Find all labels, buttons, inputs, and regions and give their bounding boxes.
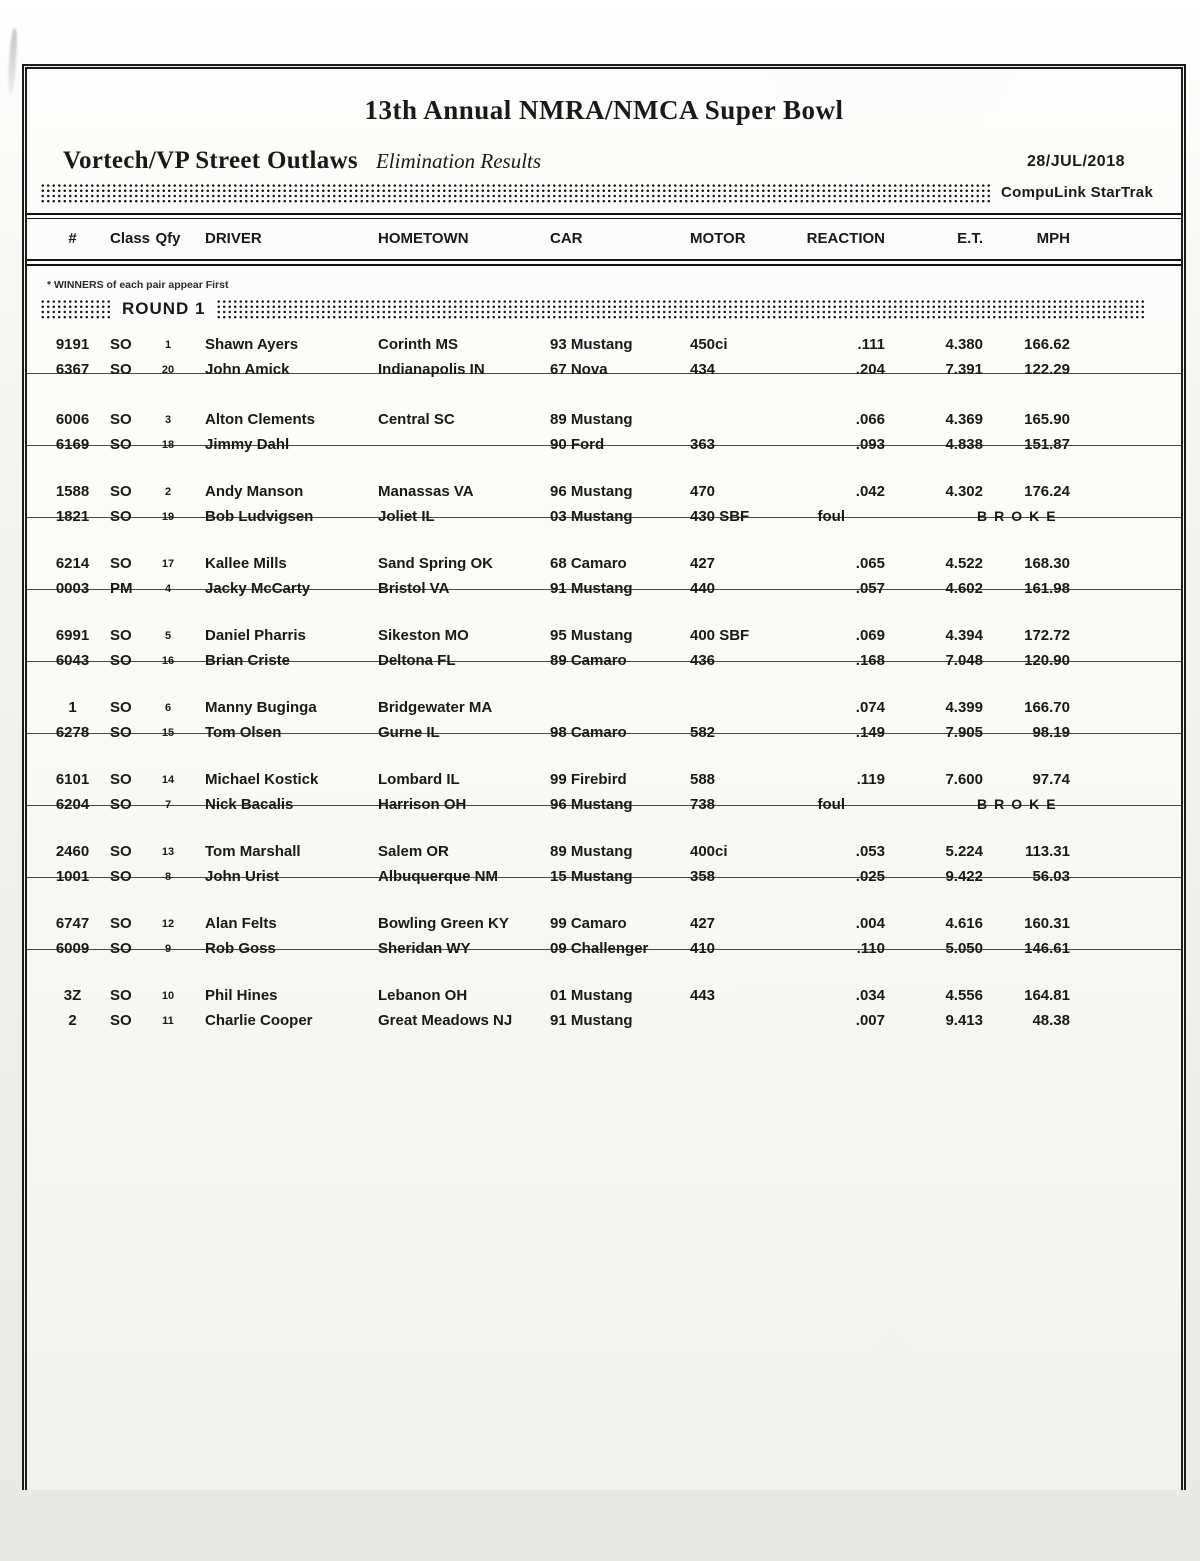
cell-qfy: 11 bbox=[162, 1014, 174, 1027]
cell-hometown: Lebanon OH bbox=[378, 987, 468, 1004]
cell-cls: SO bbox=[110, 915, 132, 932]
cell-hometown: Indianapolis IN bbox=[378, 361, 485, 378]
cell-hometown: Sand Spring OK bbox=[378, 555, 494, 572]
cell-hometown: Bowling Green KY bbox=[378, 915, 509, 932]
scan-artifact bbox=[7, 28, 17, 94]
cell-reaction: foul bbox=[817, 508, 845, 525]
result-row bbox=[27, 720, 1181, 745]
cell-cls: SO bbox=[110, 627, 132, 644]
cell-hometown: Bridgewater MA bbox=[378, 699, 493, 716]
cell-qfy: 18 bbox=[161, 438, 175, 451]
report-type-label: Elimination Results bbox=[375, 149, 542, 173]
cell-cls: SO bbox=[110, 436, 132, 453]
cell-et: 4.394 bbox=[945, 627, 983, 644]
cell-car: 15 Mustang bbox=[550, 868, 633, 885]
result-row bbox=[27, 576, 1181, 601]
cell-reaction: .025 bbox=[855, 868, 885, 885]
cell-motor: 400ci bbox=[690, 843, 728, 860]
cell-car: 01 Mustang bbox=[550, 987, 633, 1004]
cell-qfy: 15 bbox=[161, 726, 175, 739]
cell-driver: Brian Criste bbox=[205, 652, 291, 669]
cell-hometown: Sheridan WY bbox=[378, 940, 471, 957]
cell-driver: Jacky McCarty bbox=[205, 580, 311, 597]
cell-mph: 56.03 bbox=[1032, 868, 1070, 885]
cell-driver: Shawn Ayers bbox=[205, 336, 299, 353]
cell-motor: 434 bbox=[690, 361, 716, 378]
round-banner bbox=[40, 297, 1145, 321]
cell-cls: SO bbox=[110, 555, 132, 572]
cell-qfy: 6 bbox=[164, 701, 172, 714]
cell-motor: 443 bbox=[690, 987, 716, 1004]
cell-qfy: 3 bbox=[164, 413, 172, 426]
cell-mph: 113.31 bbox=[1024, 843, 1070, 860]
cell-reaction: .093 bbox=[855, 436, 885, 453]
result-row bbox=[27, 504, 1181, 529]
cell-hometown: Corinth MS bbox=[378, 336, 458, 353]
cell-reaction: .065 bbox=[855, 555, 885, 572]
cell-cls: SO bbox=[110, 699, 132, 716]
cell-motor: 410 bbox=[690, 940, 716, 957]
cell-driver: Bob Ludvigsen bbox=[205, 508, 314, 525]
cell-cls: PM bbox=[110, 580, 133, 597]
cell-hometown: Sikeston MO bbox=[378, 627, 469, 644]
broke-result: BROKE bbox=[977, 796, 1063, 812]
cell-motor: 358 bbox=[690, 868, 716, 885]
result-row bbox=[27, 1008, 1181, 1033]
cell-et: 7.905 bbox=[945, 724, 983, 741]
cell-driver: Daniel Pharris bbox=[205, 627, 306, 644]
result-row bbox=[27, 983, 1181, 1008]
cell-num: 6204 bbox=[55, 796, 90, 813]
cell-num: 2 bbox=[68, 1012, 77, 1029]
cell-qfy: 16 bbox=[161, 654, 175, 667]
cell-num: 6991 bbox=[55, 627, 90, 644]
cell-num: 6214 bbox=[55, 555, 90, 572]
cell-cls: SO bbox=[110, 796, 132, 813]
cell-num: 1588 bbox=[55, 483, 90, 500]
cell-motor: 738 bbox=[690, 796, 716, 813]
cell-reaction: .053 bbox=[855, 843, 885, 860]
cell-mph: 176.24 bbox=[1024, 483, 1070, 500]
cell-reaction: .004 bbox=[855, 915, 885, 932]
cell-hometown: Bristol VA bbox=[378, 580, 450, 597]
cell-motor: 582 bbox=[690, 724, 716, 741]
result-row bbox=[27, 864, 1181, 889]
cell-mph: 122.29 bbox=[1024, 361, 1070, 378]
cell-driver: John Amick bbox=[205, 361, 290, 378]
column-header-cls: Class bbox=[110, 229, 151, 247]
cell-cls: SO bbox=[110, 508, 132, 525]
cell-et: 4.369 bbox=[945, 411, 983, 428]
result-row bbox=[27, 911, 1181, 936]
cell-num: 6278 bbox=[55, 724, 90, 741]
cell-driver: Kallee Mills bbox=[205, 555, 287, 572]
result-row bbox=[27, 792, 1181, 817]
cell-cls: SO bbox=[110, 361, 132, 378]
cell-reaction: .204 bbox=[855, 361, 885, 378]
cell-reaction: .007 bbox=[855, 1012, 885, 1029]
cell-qfy: 9 bbox=[164, 942, 172, 955]
cell-reaction: foul bbox=[817, 796, 845, 813]
event-line bbox=[63, 147, 541, 175]
cell-reaction: .057 bbox=[855, 580, 885, 597]
column-header-mph: MPH bbox=[1036, 229, 1070, 247]
result-row bbox=[27, 432, 1181, 457]
cell-et: 5.224 bbox=[945, 843, 983, 860]
cell-hometown: Albuquerque NM bbox=[378, 868, 498, 885]
cell-et: 4.616 bbox=[945, 915, 983, 932]
cell-mph: 48.38 bbox=[1032, 1012, 1070, 1029]
cell-car: 98 Camaro bbox=[550, 724, 627, 741]
cell-motor: 470 bbox=[690, 483, 716, 500]
cell-num: 6367 bbox=[55, 361, 90, 378]
cell-qfy: 5 bbox=[164, 629, 172, 642]
cell-mph: 151.87 bbox=[1024, 436, 1070, 453]
cell-car: 03 Mustang bbox=[550, 508, 633, 525]
cell-cls: SO bbox=[110, 411, 132, 428]
cell-car: 68 Camaro bbox=[550, 555, 627, 572]
result-row bbox=[27, 407, 1181, 432]
cell-num: 6169 bbox=[55, 436, 90, 453]
cell-cls: SO bbox=[110, 483, 132, 500]
cell-qfy: 10 bbox=[161, 989, 175, 1002]
results-page bbox=[22, 64, 1186, 1490]
result-row bbox=[27, 767, 1181, 792]
cell-driver: Rob Goss bbox=[205, 940, 276, 957]
cell-et: 7.391 bbox=[945, 361, 983, 378]
broke-result: BROKE bbox=[977, 508, 1063, 524]
cell-et: 4.602 bbox=[945, 580, 983, 597]
cell-mph: 172.72 bbox=[1024, 627, 1070, 644]
cell-cls: SO bbox=[110, 843, 132, 860]
cell-mph: 98.19 bbox=[1032, 724, 1070, 741]
cell-car: 89 Mustang bbox=[550, 843, 633, 860]
result-row bbox=[27, 357, 1181, 382]
cell-driver: Andy Manson bbox=[205, 483, 304, 500]
cell-reaction: .110 bbox=[856, 940, 885, 957]
cell-car: 96 Mustang bbox=[550, 483, 633, 500]
cell-num: 6006 bbox=[55, 411, 90, 428]
page-title: 13th Annual NMRA/NMCA Super Bowl bbox=[364, 95, 844, 125]
cell-qfy: 20 bbox=[161, 363, 175, 376]
result-row bbox=[27, 551, 1181, 576]
result-row bbox=[27, 479, 1181, 504]
result-row bbox=[27, 332, 1181, 357]
cell-num: 3Z bbox=[63, 987, 82, 1004]
cell-et: 7.048 bbox=[945, 652, 983, 669]
cell-qfy: 17 bbox=[161, 557, 175, 570]
cell-reaction: .168 bbox=[855, 652, 885, 669]
cell-reaction: .119 bbox=[856, 771, 885, 788]
cell-motor: 363 bbox=[690, 436, 716, 453]
cell-driver: Tom Marshall bbox=[205, 843, 301, 860]
cell-car: 67 Nova bbox=[550, 361, 608, 378]
cell-qfy: 12 bbox=[161, 917, 175, 930]
cell-num: 6009 bbox=[55, 940, 90, 957]
cell-et: 4.556 bbox=[945, 987, 983, 1004]
cell-car: 95 Mustang bbox=[550, 627, 633, 644]
result-row bbox=[27, 936, 1181, 961]
cell-driver: Alan Felts bbox=[205, 915, 277, 932]
cell-mph: 168.30 bbox=[1024, 555, 1070, 572]
cell-mph: 165.90 bbox=[1024, 411, 1070, 428]
cell-hometown: Harrison OH bbox=[378, 796, 467, 813]
cell-qfy: 14 bbox=[161, 773, 175, 786]
cell-cls: SO bbox=[110, 987, 132, 1004]
dotted-divider-band bbox=[40, 183, 990, 203]
cell-hometown: Deltona FL bbox=[378, 652, 456, 669]
cell-driver: Nick Bacalis bbox=[205, 796, 294, 813]
cell-car: 09 Challenger bbox=[550, 940, 649, 957]
table-header-rule-bottom bbox=[27, 259, 1181, 266]
cell-mph: 97.74 bbox=[1032, 771, 1070, 788]
cell-mph: 160.31 bbox=[1024, 915, 1070, 932]
cell-driver: Alton Clements bbox=[205, 411, 316, 428]
cell-num: 6101 bbox=[55, 771, 90, 788]
cell-reaction: .111 bbox=[857, 336, 885, 353]
cell-et: 9.413 bbox=[945, 1012, 983, 1029]
cell-car: 89 Mustang bbox=[550, 411, 633, 428]
cell-num: 9191 bbox=[55, 336, 90, 353]
cell-et: 9.422 bbox=[945, 868, 983, 885]
column-header-qfy: Qfy bbox=[155, 229, 181, 247]
cell-motor: 427 bbox=[690, 555, 716, 572]
column-header-hometown: HOMETOWN bbox=[378, 229, 469, 247]
cell-mph: 166.62 bbox=[1024, 336, 1070, 353]
result-row bbox=[27, 648, 1181, 673]
cell-hometown: Central SC bbox=[378, 411, 455, 428]
cell-driver: Charlie Cooper bbox=[205, 1012, 313, 1029]
cell-num: 0003 bbox=[55, 580, 90, 597]
cell-hometown: Lombard IL bbox=[378, 771, 460, 788]
cell-car: 99 Firebird bbox=[550, 771, 627, 788]
cell-motor: 400 SBF bbox=[690, 627, 750, 644]
cell-car: 99 Camaro bbox=[550, 915, 627, 932]
column-header-num: # bbox=[68, 229, 77, 247]
cell-qfy: 13 bbox=[161, 845, 175, 858]
cell-num: 6043 bbox=[55, 652, 90, 669]
event-date: 28/JUL/2018 bbox=[1026, 153, 1125, 170]
cell-qfy: 4 bbox=[164, 582, 172, 595]
cell-mph: 120.90 bbox=[1024, 652, 1070, 669]
cell-mph: 161.98 bbox=[1024, 580, 1070, 597]
event-class-name: Vortech/VP Street Outlaws bbox=[63, 147, 358, 174]
cell-reaction: .074 bbox=[855, 699, 885, 716]
cell-driver: Phil Hines bbox=[205, 987, 278, 1004]
cell-num: 2460 bbox=[55, 843, 90, 860]
cell-car: 93 Mustang bbox=[550, 336, 633, 353]
cell-et: 4.838 bbox=[945, 436, 983, 453]
column-header-driver: DRIVER bbox=[205, 229, 262, 247]
cell-hometown: Manassas VA bbox=[378, 483, 474, 500]
cell-reaction: .042 bbox=[855, 483, 885, 500]
cell-et: 4.380 bbox=[945, 336, 983, 353]
cell-et: 4.399 bbox=[945, 699, 983, 716]
cell-reaction: .069 bbox=[855, 627, 885, 644]
cell-driver: Michael Kostick bbox=[205, 771, 319, 788]
cell-motor: 588 bbox=[690, 771, 716, 788]
cell-motor: 440 bbox=[690, 580, 716, 597]
cell-cls: SO bbox=[110, 724, 132, 741]
cell-num: 1001 bbox=[55, 868, 90, 885]
dotted-band-right bbox=[216, 299, 1145, 319]
cell-cls: SO bbox=[110, 336, 132, 353]
cell-car: 96 Mustang bbox=[550, 796, 633, 813]
result-row bbox=[27, 695, 1181, 720]
cell-driver: Jimmy Dahl bbox=[205, 436, 290, 453]
column-header-reaction: REACTION bbox=[806, 229, 885, 247]
cell-hometown: Salem OR bbox=[378, 843, 449, 860]
table-header-rule-top bbox=[27, 213, 1181, 219]
cell-num: 1 bbox=[68, 699, 77, 716]
cell-motor: 436 bbox=[690, 652, 716, 669]
cell-cls: SO bbox=[110, 1012, 132, 1029]
column-header-motor: MOTOR bbox=[690, 229, 746, 247]
cell-et: 4.302 bbox=[945, 483, 983, 500]
cell-motor: 450ci bbox=[690, 336, 728, 353]
cell-motor: 427 bbox=[690, 915, 716, 932]
cell-car: 91 Mustang bbox=[550, 1012, 633, 1029]
cell-car: 91 Mustang bbox=[550, 580, 633, 597]
cell-mph: 146.61 bbox=[1024, 940, 1070, 957]
result-row bbox=[27, 839, 1181, 864]
column-header-et: E.T. bbox=[957, 229, 983, 247]
cell-cls: SO bbox=[110, 771, 132, 788]
cell-num: 1821 bbox=[55, 508, 90, 525]
cell-cls: SO bbox=[110, 868, 132, 885]
cell-qfy: 1 bbox=[164, 338, 172, 351]
cell-hometown: Great Meadows NJ bbox=[378, 1012, 513, 1029]
cell-et: 4.522 bbox=[945, 555, 983, 572]
cell-mph: 164.81 bbox=[1024, 987, 1070, 1004]
round-label: ROUND 1 bbox=[122, 299, 206, 318]
cell-car: 89 Camaro bbox=[550, 652, 627, 669]
cell-reaction: .034 bbox=[855, 987, 885, 1004]
winners-note: * WINNERS of each pair appear First bbox=[47, 279, 229, 291]
cell-qfy: 2 bbox=[164, 485, 172, 498]
cell-cls: SO bbox=[110, 940, 132, 957]
cell-et: 5.050 bbox=[945, 940, 983, 957]
cell-car: 90 Ford bbox=[550, 436, 605, 453]
results-table bbox=[27, 327, 1181, 1029]
cell-hometown: Joliet IL bbox=[378, 508, 435, 525]
cell-driver: Manny Buginga bbox=[205, 699, 317, 716]
dotted-band-left bbox=[40, 299, 112, 319]
cell-reaction: .066 bbox=[855, 411, 885, 428]
cell-motor: 430 SBF bbox=[690, 508, 750, 525]
cell-mph: 166.70 bbox=[1024, 699, 1070, 716]
cell-driver: Tom Olsen bbox=[205, 724, 282, 741]
cell-cls: SO bbox=[110, 652, 132, 669]
cell-qfy: 8 bbox=[164, 870, 172, 883]
result-row bbox=[27, 623, 1181, 648]
cell-driver: John Urist bbox=[205, 868, 280, 885]
cell-reaction: .149 bbox=[855, 724, 885, 741]
pair-block bbox=[27, 373, 1181, 453]
cell-num: 6747 bbox=[55, 915, 90, 932]
column-header-car: CAR bbox=[550, 229, 583, 247]
cell-qfy: 7 bbox=[164, 798, 172, 811]
cell-et: 7.600 bbox=[945, 771, 983, 788]
column-header-row bbox=[27, 223, 1181, 253]
pair-block bbox=[27, 327, 1181, 378]
cell-qfy: 19 bbox=[161, 510, 175, 523]
timing-system-label: CompuLink StarTrak bbox=[1001, 184, 1154, 201]
cell-hometown: Gurne IL bbox=[378, 724, 440, 741]
